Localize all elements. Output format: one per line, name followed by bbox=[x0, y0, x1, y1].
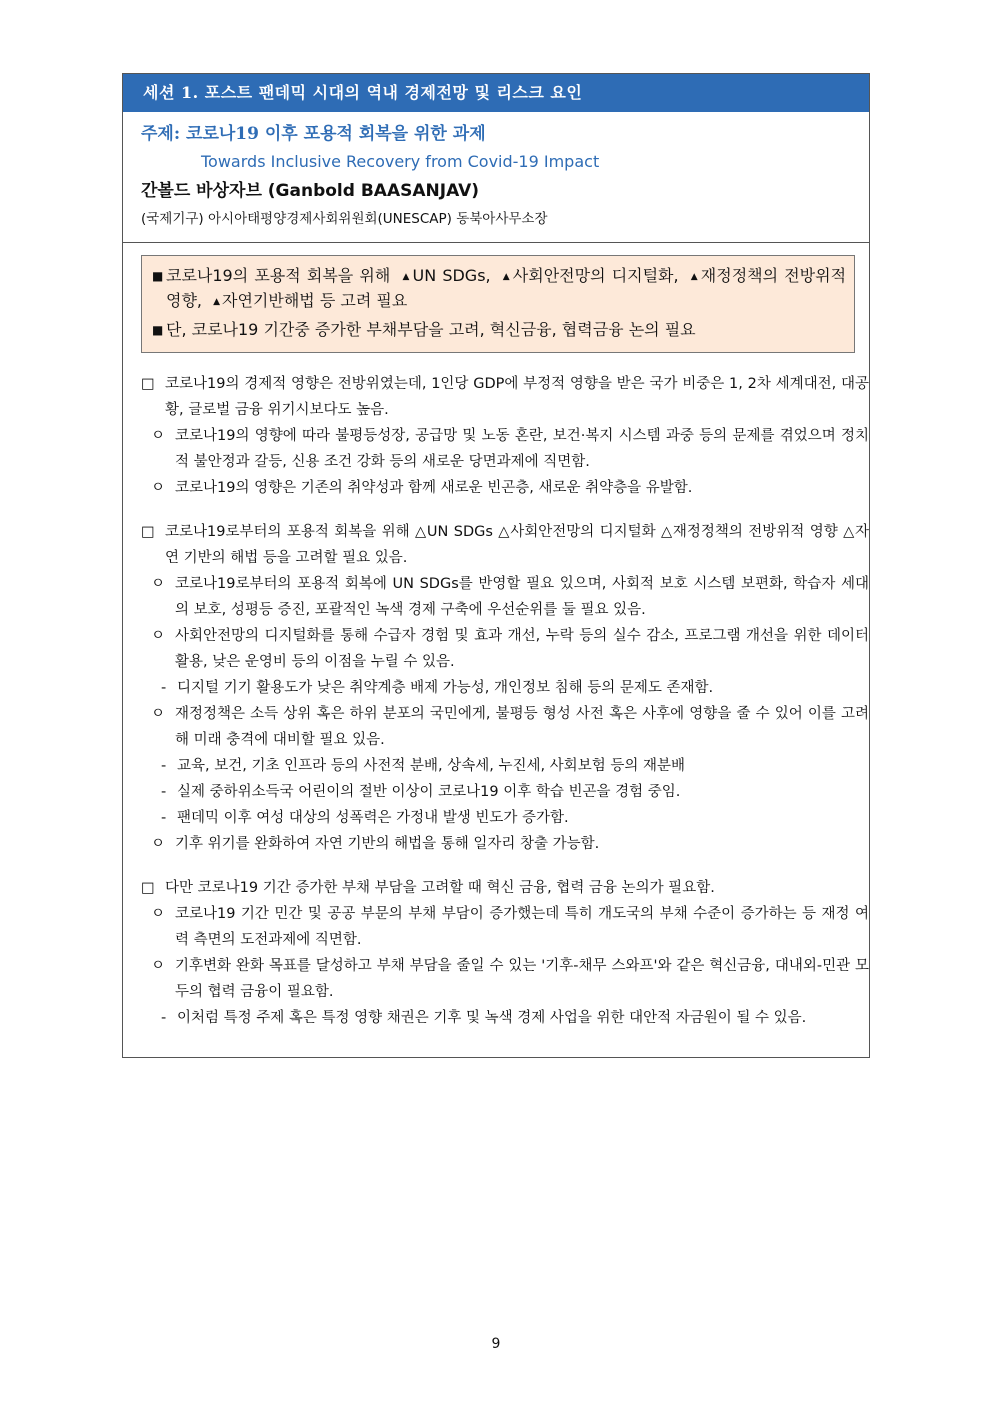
list-item bbox=[141, 423, 869, 475]
dash-bullet-icon: - bbox=[161, 1010, 167, 1026]
triangle-bullet-icon: ▲ bbox=[502, 272, 511, 282]
list-item bbox=[141, 831, 869, 857]
circle-bullet-icon: ㅇ bbox=[151, 958, 166, 974]
list-item-text: 교육, 보건, 기초 인프라 등의 사전적 분배, 상속세, 누진세, 사회보험 등의 재분배 bbox=[177, 758, 685, 774]
circle-bullet-icon: ㅇ bbox=[151, 906, 166, 922]
dash-bullet-icon: - bbox=[161, 810, 167, 826]
box-bullet-icon: □ bbox=[141, 880, 155, 896]
circle-bullet-icon: ㅇ bbox=[151, 628, 166, 644]
circle-bullet-icon: ㅇ bbox=[151, 480, 166, 496]
list-item-text: 재정정책은 소득 상위 혹은 하위 분포의 국민에게, 불평등 형성 사전 혹은 사후에 영향을 줄 수 있어 이를 고려해 미래 충격에 대비할 필요 있음. bbox=[175, 706, 869, 748]
section-1 bbox=[141, 371, 869, 501]
topic-korean: 주제: 코로나19 이후 포용적 회복을 위한 과제 bbox=[141, 124, 486, 144]
triangle-bullet-icon: ▲ bbox=[402, 272, 411, 282]
list-item bbox=[141, 779, 869, 805]
triangle-bullet-icon: ▲ bbox=[213, 297, 221, 307]
list-item-text: 디지털 기기 활용도가 낮은 취약계층 배제 가능성, 개인정보 침해 등의 문제도 존재함. bbox=[177, 680, 714, 696]
summary-item-sdgs: UN SDGs, bbox=[412, 266, 491, 285]
summary-line-1 bbox=[152, 264, 846, 314]
page-number: 9 bbox=[491, 1336, 501, 1352]
session-frame bbox=[122, 73, 870, 1058]
dash-bullet-icon: - bbox=[161, 758, 167, 774]
list-item bbox=[141, 901, 869, 953]
list-item bbox=[141, 475, 869, 501]
square-bullet-icon: ■ bbox=[152, 269, 164, 283]
square-bullet-icon: ■ bbox=[152, 323, 164, 337]
list-item bbox=[141, 805, 869, 831]
list-item-text: 기후변화 완화 목표를 달성하고 부채 부담을 줄일 수 있는 '기후-채무 스와프'와 같은 혁신금융, 대내외-민관 모두의 협력 금융이 필요함. bbox=[175, 958, 869, 1000]
summary-item-nature: 자연기반해법 등 고려 필요 bbox=[222, 291, 408, 310]
summary-item-digital: 사회안전망의 디지털화, bbox=[512, 266, 679, 285]
list-item-text: 사회안전망의 디지털화를 통해 수급자 경험 및 효과 개선, 누락 등의 실수 감소, 프로그램 개선을 위한 데이터 활용, 낮은 운영비 등의 이점을 누릴 수 있음. bbox=[175, 628, 869, 670]
list-item bbox=[141, 571, 869, 623]
list-item bbox=[141, 875, 869, 901]
circle-bullet-icon: ㅇ bbox=[151, 428, 166, 444]
list-item-text: 팬데믹 이후 여성 대상의 성폭력은 가정내 발생 빈도가 증가함. bbox=[177, 810, 569, 826]
list-item-text: 기후 위기를 완화하여 자연 기반의 해법을 통해 일자리 창출 가능함. bbox=[175, 836, 600, 852]
speaker-block bbox=[123, 112, 869, 243]
list-item bbox=[141, 953, 869, 1005]
list-item bbox=[141, 675, 869, 701]
list-item-text: 코로나19로부터의 포용적 회복에 UN SDGs를 반영할 필요 있으며, 사회적 보호 시스템 보편화, 학습자 세대의 보호, 성평등 증진, 포괄적인 녹색 경제 구축에 우선순위를 둘 필요 있음. bbox=[175, 576, 869, 618]
section-3 bbox=[141, 875, 869, 1031]
circle-bullet-icon: ㅇ bbox=[151, 706, 166, 722]
topic-english: Towards Inclusive Recovery from Covid-19 Impact bbox=[201, 152, 600, 171]
summary-line-2-text: 단, 코로나19 기간중 증가한 부채부담을 고려, 혁신금융, 협력금융 논의 필요 bbox=[166, 320, 696, 339]
session-title: 세션 1. 포스트 팬데믹 시대의 역내 경제전망 및 리스크 요인 bbox=[123, 74, 869, 112]
list-item bbox=[141, 1005, 869, 1031]
summary-line-2 bbox=[152, 318, 846, 342]
dash-bullet-icon: - bbox=[161, 680, 167, 696]
list-item bbox=[141, 519, 869, 571]
triangle-bullet-icon: ▲ bbox=[690, 272, 699, 282]
list-item-text: 다만 코로나19 기간 증가한 부채 부담을 고려할 때 혁신 금융, 협력 금융 논의가 필요함. bbox=[165, 880, 715, 896]
list-item-text: 이처럼 특정 주제 혹은 특정 영향 채권은 기후 및 녹색 경제 사업을 위한 대안적 자금원이 될 수 있음. bbox=[177, 1010, 807, 1026]
dash-bullet-icon: - bbox=[161, 784, 167, 800]
speaker-organization: (국제기구) 아시아태평양경제사회위원회(UNESCAP) 동북아사무소장 bbox=[141, 211, 548, 227]
list-item bbox=[141, 371, 869, 423]
summary-item-fiscal: 재정정책의 전방위적 영향, bbox=[166, 266, 847, 310]
list-item bbox=[141, 753, 869, 779]
speaker-name: 간볼드 바상자브 (Ganbold BAASANJAV) bbox=[141, 181, 480, 201]
list-item-text: 코로나19의 영향은 기존의 취약성과 함께 새로운 빈곤층, 새로운 취약층을 유발함. bbox=[175, 480, 693, 496]
list-item-text: 코로나19로부터의 포용적 회복을 위해 △UN SDGs △사회안전망의 디지털화 △재정정책의 전방위적 영향 △자연 기반의 해법 등을 고려할 필요 있음. bbox=[165, 524, 869, 566]
circle-bullet-icon: ㅇ bbox=[151, 836, 166, 852]
list-item bbox=[141, 701, 869, 753]
box-bullet-icon: □ bbox=[141, 376, 155, 392]
list-item-text: 코로나19의 영향에 따라 불평등성장, 공급망 및 노동 혼란, 보건·복지 시스템 과중 등의 문제를 겪었으며 정치적 불안정과 갈등, 신용 조건 강화 등의 새로운 당면과제에 직면함. bbox=[175, 428, 869, 470]
circle-bullet-icon: ㅇ bbox=[151, 576, 166, 592]
summary-line-1-start: 코로나19의 포용적 회복을 위해 bbox=[166, 266, 391, 285]
list-item-text: 실제 중하위소득국 어린이의 절반 이상이 코로나19 이후 학습 빈곤을 경험 중임. bbox=[177, 784, 681, 800]
box-bullet-icon: □ bbox=[141, 524, 155, 540]
section-2 bbox=[141, 519, 869, 857]
list-item-text: 코로나19의 경제적 영향은 전방위였는데, 1인당 GDP에 부정적 영향을 받은 국가 비중은 1, 2차 세계대전, 대공황, 글로벌 금융 위기시보다도 높음. bbox=[165, 376, 869, 418]
content-body bbox=[123, 353, 869, 1057]
list-item bbox=[141, 623, 869, 675]
summary-box bbox=[141, 255, 855, 353]
list-item-text: 코로나19 기간 민간 및 공공 부문의 부채 부담이 증가했는데 특히 개도국의 부채 수준이 증가하는 등 재정 여력 측면의 도전과제에 직면함. bbox=[175, 906, 869, 948]
